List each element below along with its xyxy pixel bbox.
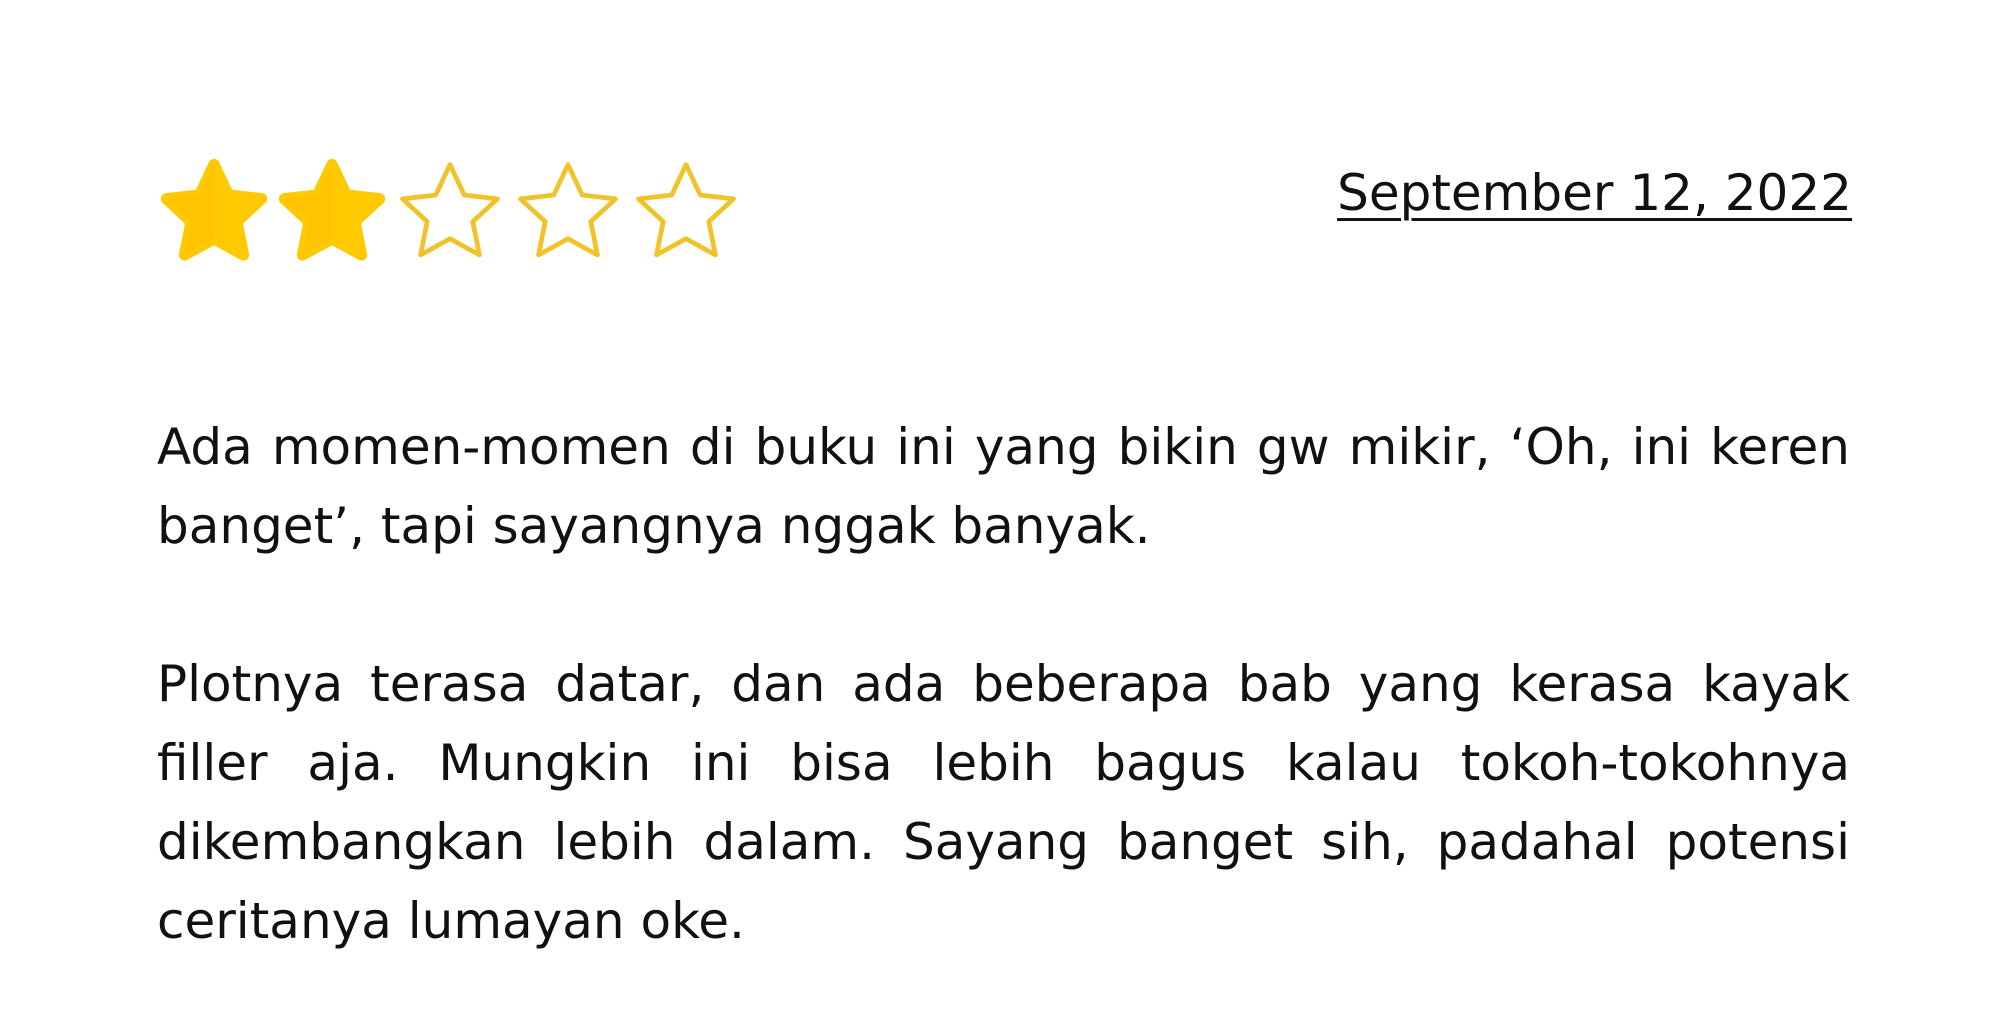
star-rating	[156, 158, 744, 272]
review-paragraph: Ada momen-momen di buku ini yang bikin gw mikir, ‘Oh, ini keren banget’, tapi sayangnya nggak banyak.	[157, 418, 1850, 555]
star-icon	[392, 158, 508, 272]
star-icon	[274, 158, 390, 272]
review-body	[157, 408, 1850, 961]
star-icon	[156, 158, 272, 272]
star-icon	[510, 158, 626, 272]
star-icon	[628, 158, 744, 272]
review-paragraph: Plotnya terasa datar, dan ada beberapa bab yang kerasa kayak filler aja. Mungkin ini bisa lebih bagus kalau tokoh-tokohnya dikembangkan lebih dalam. Sayang banget sih, padahal potensi ceritanya lumayan oke.	[157, 655, 1850, 950]
review-date: September 12, 2022	[1337, 164, 1852, 222]
